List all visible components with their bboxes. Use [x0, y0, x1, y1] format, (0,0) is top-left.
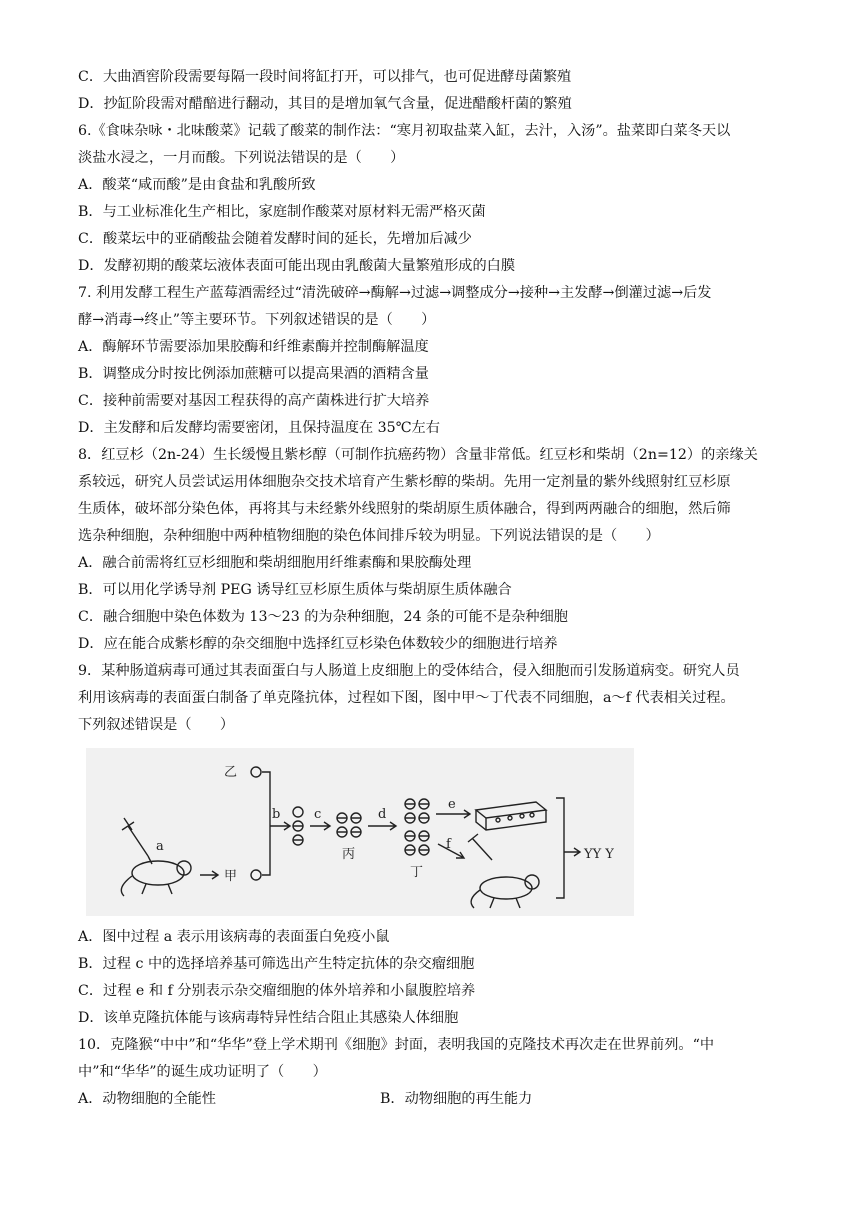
label-yi: 乙	[224, 765, 238, 780]
question-9-stem: 9．某种肠道病毒可通过其表面蛋白与人肠道上皮细胞上的受体结合，侵入细胞而引发肠道病变。研究人员	[78, 663, 740, 679]
option-c: C．过程 e 和 f 分别表示杂交瘤细胞的体外培养和小鼠腹腔培养	[78, 983, 476, 999]
option-c: C．酸菜坛中的亚硝酸盐会随着发酵时间的延长，先增加后减少	[78, 231, 472, 247]
text-line: 利用该病毒的表面蛋白制备了单克隆抗体，过程如下图，图中甲～丁代表不同细胞，a～f 代表相关过程。	[78, 690, 735, 706]
label-c: c	[314, 807, 322, 822]
option-b: B．动物细胞的再生能力	[380, 1091, 533, 1107]
option-d: D．发酵初期的酸菜坛液体表面可能出现由乳酸菌大量繁殖形成的白膜	[78, 258, 516, 274]
option-d: D．应在能合成紫杉醇的杂交细胞中选择红豆杉染色体数较少的细胞进行培养	[78, 636, 558, 652]
label-ding: 丁	[410, 865, 424, 880]
option-b: B．过程 c 中的选择培养基可筛选出产生特定抗体的杂交瘤细胞	[78, 956, 475, 972]
option-a: A．图中过程 a 表示用该病毒的表面蛋白免疫小鼠	[78, 929, 390, 945]
option-a: A．动物细胞的全能性	[78, 1091, 216, 1107]
selected-cells-icon	[405, 799, 429, 855]
option-a: A．酸菜“咸而酸”是由食盐和乳酸所致	[78, 177, 316, 193]
text-line: 选杂种细胞，杂种细胞中两种植物细胞的染色体间排斥较为明显。下列说法错误的是（ ）	[78, 528, 660, 544]
text-line: C．大曲酒窖阶段需要每隔一段时间将缸打开，可以排气，也可促进酵母菌繁殖	[78, 69, 572, 85]
label-a: a	[156, 839, 164, 854]
text-line: 下列叙述错误是（ ）	[78, 717, 235, 733]
question-7-stem: 7. 利用发酵工程生产蓝莓酒需经过“清洗破碎→酶解→过滤→调整成分→接种→主发酵→倒灌过滤→后发	[78, 285, 712, 301]
syringe-icon	[468, 834, 492, 860]
option-d: D．该单克隆抗体能与该病毒特异性结合阻止其感染人体细胞	[78, 1010, 459, 1026]
question-8-stem: 8．红豆杉（2n-24）生长缓慢且紫杉醇（可制作抗癌药物）含量非常低。红豆杉和柴胡（2n=12）的亲缘关	[78, 447, 758, 463]
label-f: f	[446, 837, 451, 852]
option-c: C．接种前需要对基因工程获得的高产菌株进行扩大培养	[78, 393, 430, 409]
label-d: d	[378, 807, 387, 822]
option-b: B．与工业标准化生产相比，家庭制作酸菜对原材料无需严格灭菌	[78, 204, 486, 220]
question-10-stem: 10．克隆猴“中中”和“华华”登上学术期刊《细胞》封面，表明我国的克隆技术再次走在世界前列。“中	[78, 1037, 715, 1053]
mouse-icon	[121, 861, 191, 896]
label-jia: 甲	[224, 869, 238, 884]
option-a: A．酶解环节需要添加果胶酶和纤维素酶并控制酶解温度	[78, 339, 429, 355]
option-b: B．可以用化学诱导剂 PEG 诱导红豆杉原生质体与柴胡原生质体融合	[78, 582, 512, 598]
text-line: 中”和“华华”的诞生成功证明了（ ）	[78, 1064, 327, 1080]
antibody-icon: YY Y	[584, 847, 614, 862]
text-line: 系较远，研究人员尝试运用体细胞杂交技术培育产生紫杉醇的柴胡。先用一定剂量的紫外线照射红豆杉原	[78, 474, 731, 490]
label-bing: 丙	[342, 847, 356, 862]
label-e: e	[448, 797, 456, 812]
question-6-stem: 6.《食味杂咏・北味酸菜》记载了酸菜的制作法：“寒月初取盐菜入缸，去汁，入汤”。盐菜即白菜冬天以	[78, 123, 731, 139]
option-c: C．融合细胞中染色体数为 13～23 的为杂种细胞，24 条的可能不是杂种细胞	[78, 609, 568, 625]
monoclonal-antibody-figure	[86, 748, 634, 916]
text-line: 酵→消毒→终止”等主要环节。下列叙述错误的是（ ）	[78, 312, 436, 328]
syringe-icon	[122, 818, 152, 864]
fused-cells-icon	[293, 807, 303, 845]
hybridoma-cells-icon	[337, 813, 361, 837]
text-line: D．抄缸阶段需对醋醅进行翻动，其目的是增加氧气含量，促进醋酸杆菌的繁殖	[78, 96, 572, 112]
option-b: B．调整成分时按比例添加蔗糖可以提高果酒的酒精含量	[78, 366, 429, 382]
option-d: D．主发酵和后发酵均需要密闭，且保持温度在 35℃左右	[78, 420, 440, 436]
text-line: 生质体，破坏部分染色体，再将其与未经紫外线照射的柴胡原生质体融合，得到两两融合的细胞，然后筛	[78, 501, 731, 517]
label-b: b	[272, 807, 281, 822]
text-line: 淡盐水浸之，一月而酸。下列说法错误的是（ ）	[78, 150, 405, 166]
option-a: A．融合前需将红豆杉细胞和柴胡细胞用纤维素酶和果胶酶处理	[78, 555, 472, 571]
mouse-icon	[471, 875, 539, 908]
culture-flask-icon	[476, 802, 546, 830]
